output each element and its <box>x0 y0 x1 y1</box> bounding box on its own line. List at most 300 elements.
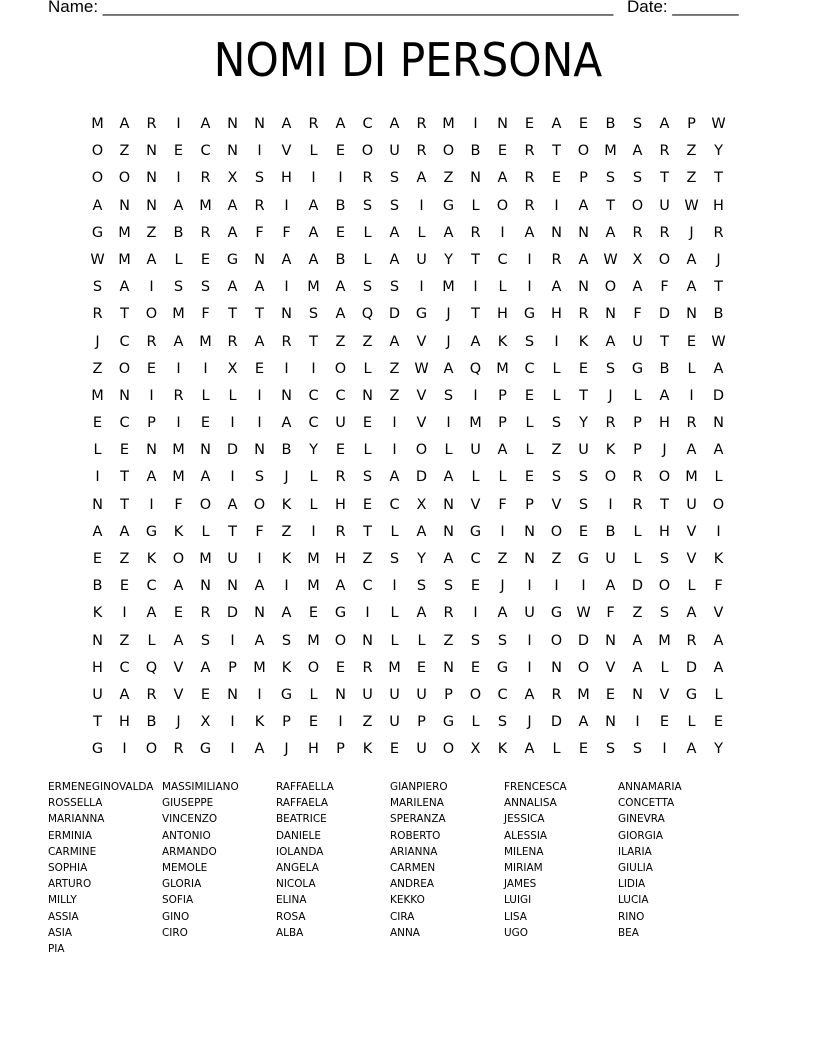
grid-cell: A <box>632 632 643 649</box>
grid-cell: Z <box>281 523 292 540</box>
grid-cell: O <box>91 170 104 187</box>
grid-cell: Z <box>443 170 454 187</box>
grid-cell: H <box>497 306 508 323</box>
grid-cell: I <box>230 741 235 758</box>
grid-cell: U <box>389 143 400 160</box>
grid-cell: Y <box>714 741 723 758</box>
grid-cell: E <box>92 415 103 432</box>
grid-cell: N <box>227 686 238 703</box>
grid-cell: A <box>551 279 562 296</box>
grid-cell: U <box>335 415 346 432</box>
grid-cell: S <box>254 170 265 187</box>
grid-cell: I <box>230 632 235 649</box>
grid-cell: R <box>524 170 535 187</box>
grid-cell: C <box>389 496 400 513</box>
grid-cell: A <box>146 469 157 486</box>
word-item: MARILENA <box>390 796 444 810</box>
grid-cell: I <box>149 496 154 513</box>
grid-cell: R <box>470 224 481 241</box>
grid-cell: A <box>389 224 400 241</box>
grid-cell: T <box>660 170 669 187</box>
grid-cell: S <box>200 279 211 296</box>
grid-cell: G <box>280 686 293 703</box>
grid-cell: A <box>227 197 238 214</box>
grid-cell: L <box>417 632 426 649</box>
grid-cell: R <box>362 170 373 187</box>
grid-cell: A <box>686 442 697 459</box>
grid-cell: H <box>335 551 346 567</box>
grid-cell: I <box>581 578 586 595</box>
grid-cell: A <box>335 578 346 595</box>
grid-cell: U <box>605 551 616 567</box>
grid-cell: U <box>416 251 427 268</box>
grid-cell: S <box>497 632 508 649</box>
grid-cell: O <box>91 143 104 160</box>
grid-cell: E <box>578 523 589 540</box>
grid-cell: J <box>95 333 100 350</box>
grid-cell: O <box>658 251 671 268</box>
grid-cell: I <box>176 170 181 187</box>
grid-cell: A <box>227 279 238 296</box>
grid-cell: N <box>497 116 508 132</box>
grid-cell: A <box>146 605 157 622</box>
grid-cell: A <box>659 387 670 404</box>
grid-cell: T <box>228 306 237 323</box>
grid-cell: F <box>606 605 615 622</box>
grid-cell: I <box>527 632 532 649</box>
word-item: MIRIAM <box>504 860 543 874</box>
grid-cell: I <box>284 279 289 296</box>
grid-cell: E <box>335 442 346 459</box>
word-item: ANNAMARIA <box>618 780 682 793</box>
grid-cell: A <box>335 279 346 296</box>
word-item: ELINA <box>276 893 307 907</box>
grid-cell: I <box>392 415 397 432</box>
grid-cell: A <box>551 116 562 132</box>
grid-cell: A <box>146 251 157 268</box>
grid-cell: R <box>632 496 643 513</box>
grid-cell: L <box>633 523 642 540</box>
grid-cell: L <box>363 360 372 377</box>
grid-cell: R <box>200 224 211 241</box>
grid-cell: W <box>576 605 591 622</box>
word-column <box>276 779 390 957</box>
grid-cell: Y <box>444 251 453 268</box>
grid-cell: H <box>281 170 292 187</box>
grid-cell: R <box>524 197 535 214</box>
grid-cell: B <box>659 360 670 377</box>
grid-cell: N <box>227 578 238 595</box>
word-item: ANDREA <box>390 877 435 891</box>
grid-cell: Z <box>362 551 373 567</box>
grid-cell: I <box>473 279 478 296</box>
word-item: LUIGI <box>504 893 532 907</box>
grid-cell: J <box>500 578 505 595</box>
grid-cell: L <box>444 442 453 459</box>
grid-cell: M <box>91 387 104 404</box>
grid-cell: V <box>281 143 292 160</box>
grid-cell: K <box>281 551 292 567</box>
grid-cell: L <box>228 387 237 404</box>
word-column <box>162 779 276 957</box>
word-item: GIANPIERO <box>390 780 448 793</box>
word-item: BEA <box>618 925 639 939</box>
grid-cell: S <box>605 170 616 187</box>
grid-cell: M <box>172 306 185 323</box>
grid-cell: S <box>551 469 562 486</box>
grid-cell: N <box>92 632 103 649</box>
grid-cell: N <box>713 415 724 432</box>
grid-cell: V <box>416 333 427 350</box>
grid-cell: E <box>578 360 589 377</box>
grid-cell: K <box>92 605 103 622</box>
grid-cell: I <box>176 360 181 377</box>
grid-cell: M <box>307 632 320 649</box>
grid-cell: R <box>227 333 238 350</box>
grid-cell: Z <box>119 551 130 567</box>
grid-cell: Y <box>714 143 723 160</box>
grid-cell: G <box>496 659 509 676</box>
word-item: LIDIA <box>618 877 646 891</box>
grid-cell: R <box>146 116 157 132</box>
word-item: GLORIA <box>162 877 202 891</box>
grid-cell: S <box>632 741 643 758</box>
grid-cell: R <box>686 632 697 649</box>
grid-cell: R <box>524 143 535 160</box>
grid-cell: O <box>496 197 509 214</box>
grid-cell: Y <box>579 415 588 432</box>
grid-cell: A <box>281 251 292 268</box>
grid-cell: G <box>469 523 482 540</box>
grid-cell: C <box>200 143 211 160</box>
grid-cell: K <box>362 741 373 758</box>
grid-cell: K <box>713 551 724 567</box>
grid-cell: O <box>442 741 455 758</box>
grid-cell: H <box>119 714 130 731</box>
grid-cell: F <box>660 279 669 296</box>
grid-cell: N <box>254 442 265 459</box>
grid-cell: Q <box>361 306 374 323</box>
grid-cell: E <box>416 659 427 676</box>
word-item: ARIANNA <box>390 844 438 858</box>
grid-cell: T <box>606 197 615 214</box>
grid-cell: I <box>527 251 532 268</box>
grid-cell: M <box>442 279 455 296</box>
grid-cell: D <box>577 632 590 649</box>
grid-cell: I <box>149 279 154 296</box>
grid-cell: R <box>173 741 184 758</box>
grid-cell: T <box>120 469 129 486</box>
grid-cell: N <box>443 496 454 513</box>
grid-cell: U <box>659 197 670 214</box>
grid-cell: S <box>443 387 454 404</box>
grid-cell: V <box>173 686 184 703</box>
grid-cell: L <box>471 714 480 731</box>
grid-cell: B <box>92 578 103 595</box>
grid-cell: L <box>390 632 399 649</box>
grid-cell: I <box>149 387 154 404</box>
grid-cell: Z <box>686 170 697 187</box>
grid-cell: L <box>309 496 318 513</box>
grid-cell: P <box>336 741 345 758</box>
grid-cell: Z <box>443 632 454 649</box>
grid-cell: Q <box>145 659 158 676</box>
grid-cell: A <box>686 605 697 622</box>
grid-cell: M <box>307 578 320 595</box>
grid-cell: N <box>146 170 157 187</box>
grid-cell: I <box>257 551 262 567</box>
grid-cell: Z <box>551 551 562 567</box>
grid-cell: C <box>497 251 508 268</box>
grid-cell: R <box>659 224 670 241</box>
word-item: ROBERTO <box>390 828 441 842</box>
grid-cell: G <box>226 251 239 268</box>
grid-cell: S <box>551 415 562 432</box>
grid-cell: J <box>446 306 451 323</box>
grid-cell: J <box>608 387 613 404</box>
grid-cell: A <box>281 415 292 432</box>
grid-cell: N <box>524 551 535 567</box>
word-item: CIRO <box>162 925 188 939</box>
grid-cell: I <box>500 523 505 540</box>
word-item: ALESSIA <box>504 828 548 842</box>
grid-cell: H <box>659 415 670 432</box>
grid-cell: S <box>389 197 400 214</box>
grid-cell: I <box>662 741 667 758</box>
grid-cell: R <box>200 605 211 622</box>
grid-cell: G <box>199 741 212 758</box>
grid-cell: I <box>284 578 289 595</box>
grid-cell: O <box>253 496 266 513</box>
grid-cell: S <box>524 333 535 350</box>
grid-cell: D <box>415 469 428 486</box>
grid-cell: R <box>443 605 454 622</box>
grid-cell: C <box>119 659 130 676</box>
grid-cell: A <box>389 469 400 486</box>
grid-cell: E <box>173 143 184 160</box>
grid-cell: S <box>578 496 589 513</box>
grid-cell: R <box>632 469 643 486</box>
grid-cell: T <box>714 170 723 187</box>
grid-cell: D <box>226 605 239 622</box>
grid-cell: L <box>525 442 534 459</box>
grid-cell: O <box>415 442 428 459</box>
grid-cell: N <box>605 632 616 649</box>
grid-cell: G <box>685 686 698 703</box>
word-item: ANNA <box>390 925 420 939</box>
grid-cell: S <box>389 170 400 187</box>
grid-cell: I <box>284 360 289 377</box>
grid-cell: D <box>631 578 644 595</box>
grid-cell: N <box>362 387 373 404</box>
grid-cell: O <box>118 170 131 187</box>
grid-cell: W <box>90 251 105 268</box>
grid-cell: E <box>308 605 319 622</box>
grid-cell: I <box>284 197 289 214</box>
grid-cell: B <box>335 197 346 214</box>
grid-cell: S <box>659 605 670 622</box>
grid-cell: N <box>470 170 481 187</box>
date-field-label: Date: _______ <box>627 0 739 16</box>
grid-cell: L <box>363 442 372 459</box>
grid-cell: A <box>713 632 724 649</box>
grid-cell: K <box>173 523 184 540</box>
grid-cell: N <box>578 224 589 241</box>
grid-cell: B <box>470 143 481 160</box>
grid-cell: V <box>605 659 616 676</box>
grid-cell: D <box>685 659 698 676</box>
grid-cell: L <box>201 523 210 540</box>
word-item: ILARIA <box>618 844 652 858</box>
grid-cell: A <box>443 360 454 377</box>
grid-cell: P <box>444 686 453 703</box>
grid-cell: P <box>147 415 156 432</box>
grid-cell: X <box>416 496 427 513</box>
grid-cell: I <box>527 659 532 676</box>
grid-cell: O <box>442 143 455 160</box>
grid-cell: C <box>497 686 508 703</box>
grid-cell: E <box>200 415 211 432</box>
grid-cell: F <box>201 306 210 323</box>
word-item: JAMES <box>504 877 537 891</box>
grid-cell: I <box>257 387 262 404</box>
grid-cell: A <box>200 469 211 486</box>
grid-cell: M <box>118 224 131 241</box>
word-column <box>48 779 162 957</box>
grid-cell: O <box>712 496 725 513</box>
grid-cell: M <box>658 632 671 649</box>
grid-cell: L <box>633 551 642 567</box>
grid-cell: E <box>524 387 535 404</box>
word-item: GIORGIA <box>618 828 664 842</box>
grid-cell: E <box>389 741 400 758</box>
grid-cell: C <box>524 360 535 377</box>
grid-cell: M <box>307 551 320 567</box>
grid-cell: G <box>415 306 428 323</box>
grid-cell: X <box>470 741 481 758</box>
grid-cell: E <box>578 741 589 758</box>
grid-cell: H <box>308 741 319 758</box>
grid-cell: A <box>308 224 319 241</box>
grid-cell: L <box>471 197 480 214</box>
grid-cell: B <box>173 224 184 241</box>
grid-cell: E <box>578 116 589 132</box>
grid-cell: A <box>281 116 292 132</box>
grid-cell: I <box>95 469 100 486</box>
grid-cell: S <box>497 714 508 731</box>
word-item: ARMANDO <box>162 844 217 858</box>
grid-cell: U <box>686 496 697 513</box>
grid-cell: G <box>442 197 455 214</box>
grid-cell: L <box>687 578 696 595</box>
grid-cell: A <box>659 116 670 132</box>
word-item: GIULIA <box>618 860 653 874</box>
grid-cell: A <box>443 469 454 486</box>
grid-cell: U <box>227 551 238 567</box>
grid-cell: O <box>118 360 131 377</box>
grid-cell: F <box>255 523 264 540</box>
grid-cell: U <box>362 686 373 703</box>
grid-cell: R <box>632 224 643 241</box>
word-list <box>48 779 732 957</box>
grid-cell: U <box>524 605 535 622</box>
grid-cell: S <box>173 279 184 296</box>
grid-cell: A <box>335 306 346 323</box>
grid-cell: O <box>550 632 563 649</box>
grid-cell: S <box>605 360 616 377</box>
grid-cell: E <box>659 714 670 731</box>
grid-cell: I <box>122 741 127 758</box>
word-item: RAFFAELA <box>276 796 329 810</box>
grid-cell: A <box>227 496 238 513</box>
grid-cell: L <box>633 387 642 404</box>
grid-cell: N <box>443 523 454 540</box>
word-item: MILENA <box>504 844 544 858</box>
grid-cell: S <box>308 306 319 323</box>
grid-cell: Z <box>119 632 130 649</box>
grid-cell: R <box>551 251 562 268</box>
grid-cell: N <box>335 686 346 703</box>
word-item: CARMINE <box>48 844 97 858</box>
grid-cell: G <box>631 360 644 377</box>
grid-cell: E <box>362 496 373 513</box>
grid-cell: J <box>662 442 667 459</box>
grid-cell: M <box>172 442 185 459</box>
grid-cell: R <box>578 306 589 323</box>
word-item: LISA <box>504 909 527 923</box>
grid-cell: T <box>552 143 561 160</box>
grid-cell: A <box>524 224 535 241</box>
grid-cell: V <box>686 551 697 567</box>
grid-cell: N <box>578 279 589 296</box>
grid-cell: Z <box>632 605 643 622</box>
name-field-label: Name: ______________________________________________________ <box>48 0 614 16</box>
grid-cell: L <box>687 714 696 731</box>
grid-cell: A <box>578 197 589 214</box>
grid-cell: A <box>497 605 508 622</box>
word-item: PIA <box>48 941 65 955</box>
grid-cell: L <box>363 224 372 241</box>
grid-cell: O <box>577 143 590 160</box>
grid-cell: O <box>631 197 644 214</box>
word-item: IOLANDA <box>276 844 324 858</box>
grid-cell: J <box>176 714 181 731</box>
grid-cell: V <box>416 415 427 432</box>
word-item: RAFFAELLA <box>276 780 334 793</box>
grid-cell: A <box>119 279 130 296</box>
grid-cell: A <box>119 116 130 132</box>
grid-cell: T <box>714 279 723 296</box>
word-item: ALBA <box>276 925 304 939</box>
grid-cell: M <box>253 659 266 676</box>
grid-cell: N <box>227 143 238 160</box>
grid-cell: A <box>686 279 697 296</box>
grid-cell: S <box>470 632 481 649</box>
grid-cell: A <box>416 605 427 622</box>
grid-cell: I <box>176 415 181 432</box>
grid-cell: A <box>173 197 184 214</box>
word-item: JESSICA <box>504 812 545 826</box>
grid-cell: T <box>363 523 372 540</box>
grid-cell: D <box>388 306 401 323</box>
grid-cell: R <box>146 686 157 703</box>
grid-cell: N <box>146 143 157 160</box>
word-item: SPERANZA <box>390 812 446 826</box>
grid-cell: G <box>523 306 536 323</box>
word-item: CONCETTA <box>618 796 675 810</box>
grid-cell: A <box>578 251 589 268</box>
grid-cell: N <box>200 442 211 459</box>
